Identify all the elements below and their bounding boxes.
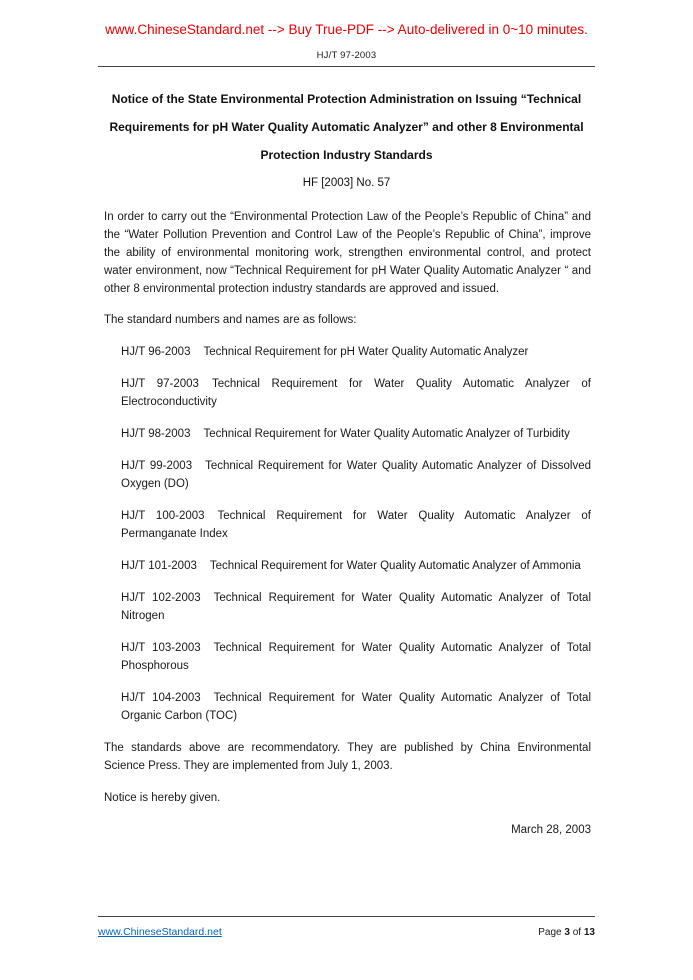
standard-name: Technical Requirement for pH Water Quality Automatic Analyzer <box>203 346 529 358</box>
standard-code: HJ/T 101-2003 <box>121 560 197 572</box>
buy-pdf-banner-link[interactable]: www.ChineseStandard.net --> Buy True-PDF --> Auto-delivered in 0~10 minutes. <box>105 22 588 37</box>
page-indicator-prefix: Page <box>538 927 565 938</box>
standard-name: Technical Requirement for Water Quality Automatic Analyzer of Ammonia <box>209 560 581 572</box>
list-intro-paragraph: The standard numbers and names are as follows: <box>104 314 357 326</box>
standard-code: HJ/T 104-2003 <box>121 692 201 704</box>
document-body <box>104 208 591 839</box>
standard-name: Technical Requirement for Water Quality Automatic Analyzer of Total Organic Carbon (TOC) <box>121 692 591 722</box>
standard-name: Technical Requirement for Water Quality Automatic Analyzer of Dissolved Oxygen (DO) <box>121 460 591 490</box>
standard-code: HJ/T 96-2003 <box>121 346 191 358</box>
standard-name: Technical Requirement for Water Quality Automatic Analyzer of Electroconductivity <box>121 378 591 408</box>
standard-code: HJ/T 99-2003 <box>121 460 193 472</box>
standard-list-item <box>121 425 591 443</box>
closing-paragraph: The standards above are recommendatory. They are published by China Environmental Science Press. They are implemented from July 1, 2003. <box>104 742 591 772</box>
document-number-header: HJ/T 97-2003 <box>316 50 377 61</box>
notice-reference-number: HF [2003] No. 57 <box>302 177 391 189</box>
standards-list <box>121 343 591 725</box>
standard-code: HJ/T 97-2003 <box>121 378 199 390</box>
standard-name: Technical Requirement for Water Quality Automatic Analyzer of Total Nitrogen <box>121 592 591 622</box>
standard-name: Technical Requirement for Water Quality Automatic Analyzer of Permanganate Index <box>121 510 591 540</box>
page-indicator-total: 13 <box>583 927 595 938</box>
page-indicator <box>538 927 595 938</box>
standard-list-item <box>121 507 591 543</box>
standard-list-item <box>121 375 591 411</box>
standard-code: HJ/T 98-2003 <box>121 428 191 440</box>
standard-list-item <box>121 457 591 493</box>
notice-title: Notice of the State Environmental Protection Administration on Issuing “Technical Requirements for pH Water Quality Automatic Analyzer” and other 8 Environmental Protection Industry Standards <box>109 92 584 162</box>
standard-list-item <box>121 557 591 575</box>
standard-list-item <box>121 689 591 725</box>
standard-list-item <box>121 343 591 361</box>
standard-name: Technical Requirement for Water Quality Automatic Analyzer of Total Phosphorous <box>121 642 591 672</box>
date-line: March 28, 2003 <box>511 824 591 836</box>
intro-paragraph: In order to carry out the “Environmental Protection Law of the People’s Republic of China” and the “Water Pollution Prevention and Control Law of the People’s Republic of China”, improve the ability of environmental monitoring work, strengthen environmental control, and protect water environment, now “Technical Requirement for pH Water Quality Automatic Analyzer “ and other 8 environmental protection industry standards are approved and issued. <box>104 211 591 295</box>
standard-list-item <box>121 639 591 675</box>
standard-code: HJ/T 102-2003 <box>121 592 201 604</box>
footer-website-link[interactable]: www.ChineseStandard.net <box>98 926 222 938</box>
standard-code: HJ/T 100-2003 <box>121 510 205 522</box>
page-indicator-number: 3 <box>564 927 570 938</box>
standard-name: Technical Requirement for Water Quality Automatic Analyzer of Turbidity <box>203 428 570 440</box>
notice-given-line: Notice is hereby given. <box>104 792 221 804</box>
page-indicator-mid: of <box>569 927 584 938</box>
standard-list-item <box>121 589 591 625</box>
standard-code: HJ/T 103-2003 <box>121 642 201 654</box>
page-footer <box>98 916 595 938</box>
header-divider <box>98 66 595 67</box>
